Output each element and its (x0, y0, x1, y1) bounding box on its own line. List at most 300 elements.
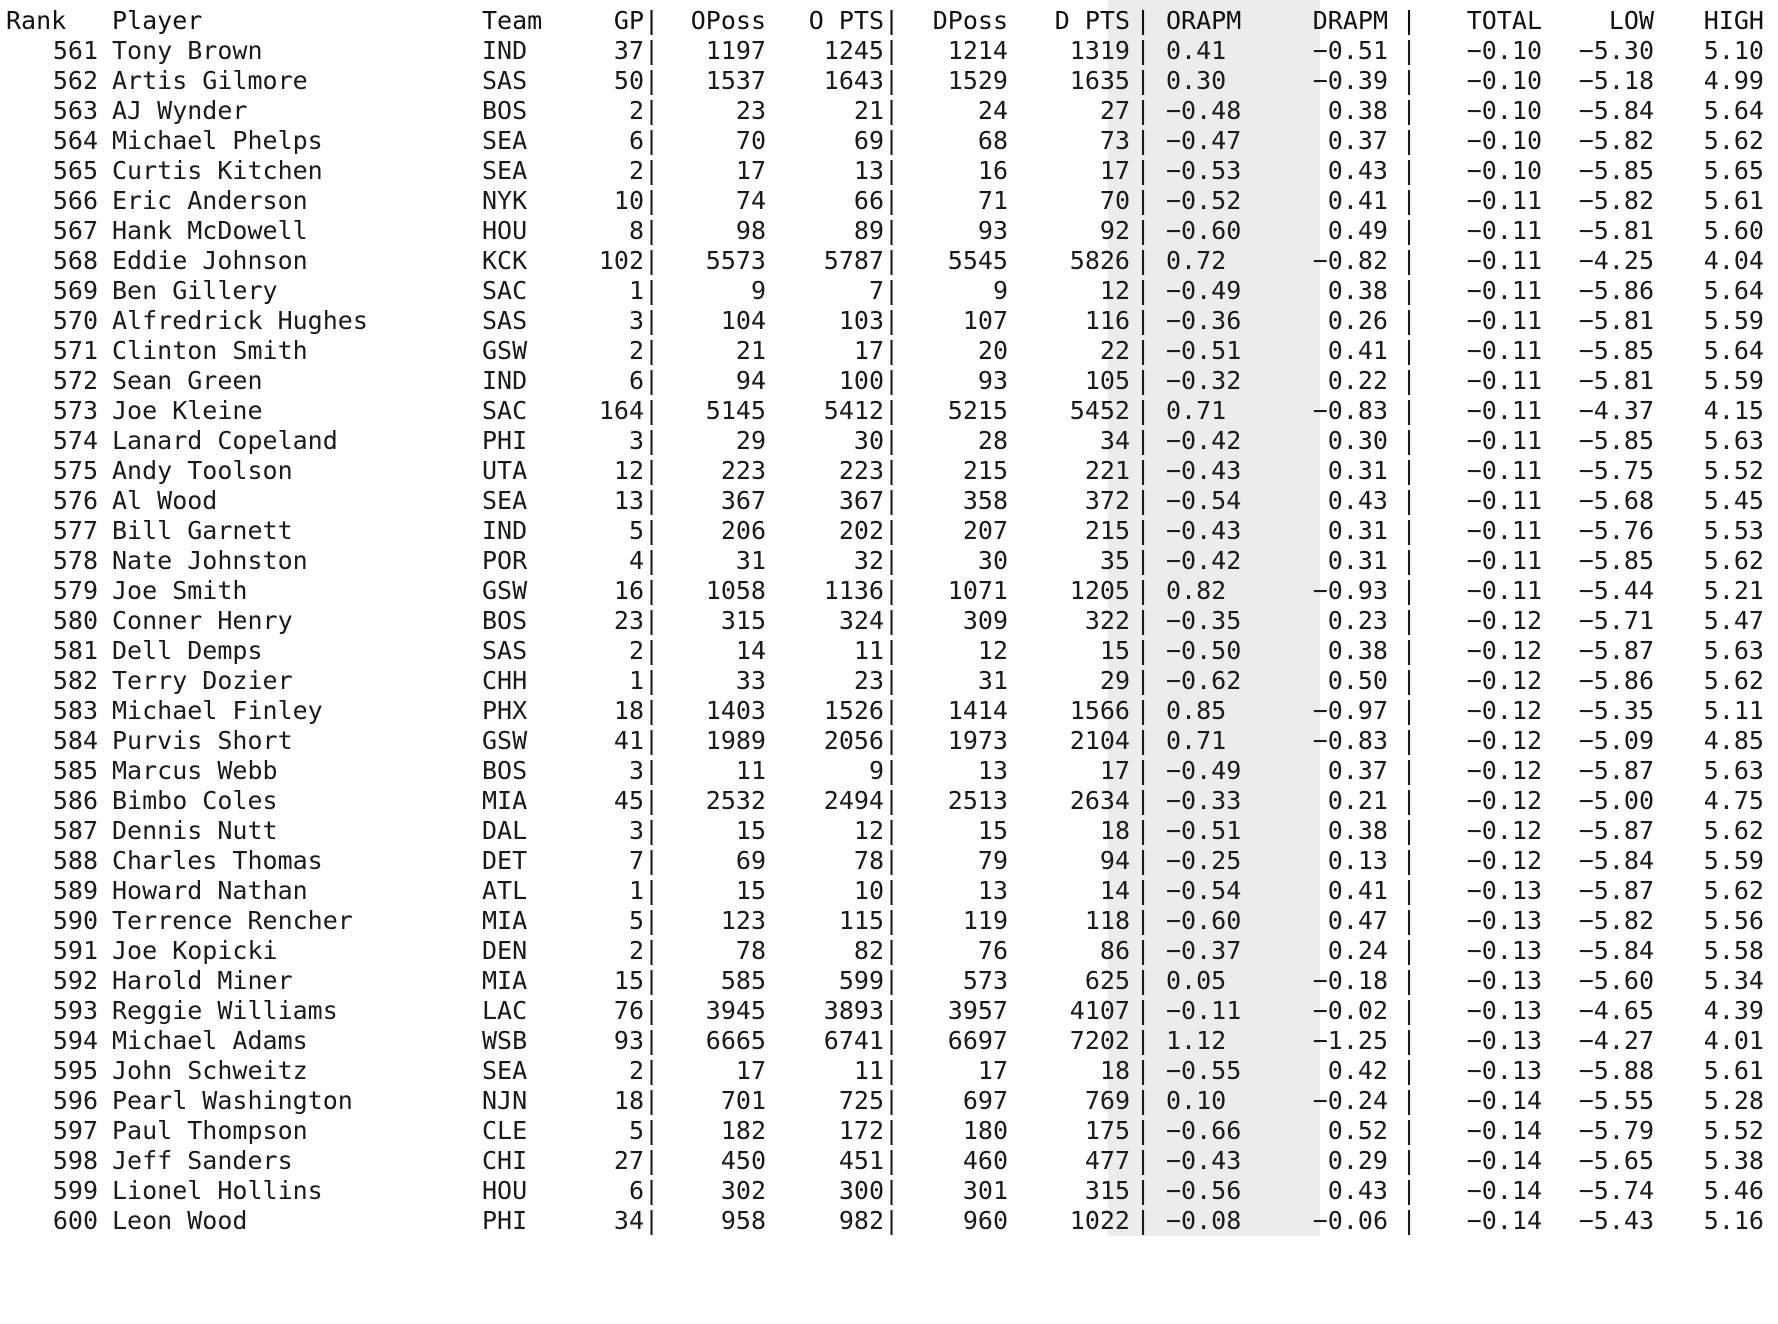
cell-low: −5.55 (1578, 1086, 1654, 1115)
cell-low: −5.84 (1578, 936, 1654, 965)
cell-dpts: 1022 (1069, 1206, 1130, 1235)
cell-opts: 5412 (823, 396, 884, 425)
table-row[interactable] (0, 936, 1778, 966)
cell-player: Howard Nathan (112, 876, 308, 905)
cell-divider-2: | (884, 1116, 900, 1145)
cell-divider-2: | (884, 336, 900, 365)
cell-oposs: 1197 (705, 36, 766, 65)
cell-orapm: −0.49 (1166, 756, 1242, 785)
table-row[interactable] (0, 336, 1778, 366)
cell-divider-3: | (1135, 1056, 1151, 1085)
cell-drapm: −0.82 (1312, 246, 1388, 275)
cell-drapm: 0.23 (1327, 606, 1388, 635)
cell-low: −5.82 (1578, 186, 1654, 215)
cell-dpts: 35 (1099, 546, 1130, 575)
cell-opts: 451 (838, 1146, 884, 1175)
cell-gp: 2 (628, 156, 644, 185)
table-body (0, 36, 1778, 1236)
cell-divider-4: | (1401, 1146, 1417, 1175)
cell-dpts: 1319 (1069, 36, 1130, 65)
cell-orapm: −0.53 (1166, 156, 1242, 185)
cell-total: −0.10 (1466, 126, 1542, 155)
cell-low: −5.81 (1578, 306, 1654, 335)
cell-divider-2: | (884, 516, 900, 545)
cell-oposs: 315 (720, 606, 766, 635)
cell-gp: 18 (613, 696, 644, 725)
cell-high: 5.10 (1703, 36, 1764, 65)
table-row[interactable] (0, 126, 1778, 156)
table-row[interactable] (0, 786, 1778, 816)
cell-drapm: 0.43 (1327, 156, 1388, 185)
table-row[interactable] (0, 426, 1778, 456)
cell-gp: 27 (613, 1146, 644, 1175)
table-row[interactable] (0, 1116, 1778, 1146)
header-total[interactable]: TOTAL (1466, 6, 1542, 35)
table-header (0, 6, 1778, 36)
cell-low: −5.85 (1578, 156, 1654, 185)
header-orapm[interactable]: ORAPM (1166, 6, 1242, 35)
cell-orapm: −0.37 (1166, 936, 1242, 965)
cell-divider-2: | (884, 276, 900, 305)
table-row[interactable] (0, 66, 1778, 96)
cell-orapm: −0.60 (1166, 906, 1242, 935)
cell-gp: 1 (628, 276, 644, 305)
cell-orapm: −0.08 (1166, 1206, 1242, 1235)
cell-player: Harold Miner (112, 966, 293, 995)
cell-orapm: −0.47 (1166, 126, 1242, 155)
cell-gp: 6 (628, 366, 644, 395)
cell-divider-1: | (644, 1176, 660, 1205)
cell-low: −5.75 (1578, 456, 1654, 485)
cell-oposs: 2532 (705, 786, 766, 815)
cell-divider-3: | (1135, 636, 1151, 665)
cell-team: IND (482, 36, 528, 65)
cell-team: GSW (482, 336, 528, 365)
cell-low: −5.82 (1578, 126, 1654, 155)
cell-divider-1: | (644, 66, 660, 95)
cell-oposs: 29 (735, 426, 766, 455)
table-row[interactable] (0, 816, 1778, 846)
cell-dpts: 1566 (1069, 696, 1130, 725)
cell-orapm: −0.25 (1166, 846, 1242, 875)
cell-team: GSW (482, 576, 528, 605)
cell-divider-4: | (1401, 216, 1417, 245)
cell-divider-1: | (644, 396, 660, 425)
header-row (0, 6, 1778, 36)
cell-divider-2: | (884, 696, 900, 725)
table-row[interactable] (0, 486, 1778, 516)
cell-divider-1: | (644, 1056, 660, 1085)
cell-opts: 89 (853, 216, 884, 245)
cell-divider-1: | (644, 96, 660, 125)
cell-rank: 588 (52, 846, 98, 875)
cell-divider-1: | (644, 1116, 660, 1145)
cell-orapm: −0.52 (1166, 186, 1242, 215)
cell-divider-2: | (884, 1146, 900, 1175)
cell-high: 5.47 (1703, 606, 1764, 635)
cell-divider-1: | (644, 1086, 660, 1115)
cell-divider-1: | (644, 546, 660, 575)
cell-player: Ben Gillery (112, 276, 278, 305)
cell-opts: 172 (838, 1116, 884, 1145)
cell-divider-2: | (884, 966, 900, 995)
cell-drapm: 0.31 (1327, 456, 1388, 485)
cell-rank: 595 (52, 1056, 98, 1085)
cell-player: Pearl Washington (112, 1086, 353, 1115)
cell-divider-1: | (644, 726, 660, 755)
cell-opts: 23 (853, 666, 884, 695)
cell-total: −0.13 (1466, 936, 1542, 965)
cell-opts: 32 (853, 546, 884, 575)
cell-team: SAC (482, 396, 528, 425)
cell-dpts: 18 (1099, 1056, 1130, 1085)
cell-gp: 76 (613, 996, 644, 1025)
header-dposs[interactable]: DPoss (932, 6, 1008, 35)
cell-orapm: 0.72 (1166, 246, 1227, 275)
table-row[interactable] (0, 996, 1778, 1026)
cell-opts: 1643 (823, 66, 884, 95)
cell-dpts: 1205 (1069, 576, 1130, 605)
cell-player: Conner Henry (112, 606, 293, 635)
cell-divider-1: | (644, 966, 660, 995)
cell-total: −0.11 (1466, 306, 1542, 335)
cell-low: −5.00 (1578, 786, 1654, 815)
cell-team: SAC (482, 276, 528, 305)
table-row[interactable] (0, 96, 1778, 126)
cell-team: PHI (482, 426, 528, 455)
cell-divider-2: | (884, 1056, 900, 1085)
cell-high: 5.11 (1703, 696, 1764, 725)
cell-drapm: −0.24 (1312, 1086, 1388, 1115)
table-row[interactable] (0, 606, 1778, 636)
cell-rank: 594 (52, 1026, 98, 1055)
cell-orapm: −0.36 (1166, 306, 1242, 335)
cell-total: −0.12 (1466, 756, 1542, 785)
cell-player: Joe Smith (112, 576, 248, 605)
cell-dposs: 6697 (947, 1026, 1008, 1055)
cell-opts: 10 (853, 876, 884, 905)
table-row[interactable] (0, 576, 1778, 606)
table-row[interactable] (0, 36, 1778, 66)
cell-team: SEA (482, 486, 528, 515)
cell-team: SAS (482, 306, 528, 335)
cell-drapm: 0.30 (1327, 426, 1388, 455)
cell-dpts: 92 (1099, 216, 1130, 245)
table-row[interactable] (0, 666, 1778, 696)
cell-team: DEN (482, 936, 528, 965)
cell-orapm: −0.66 (1166, 1116, 1242, 1145)
cell-orapm: −0.32 (1166, 366, 1242, 395)
cell-gp: 2 (628, 1056, 644, 1085)
cell-rank: 562 (52, 66, 98, 95)
cell-dposs: 309 (962, 606, 1008, 635)
cell-total: −0.14 (1466, 1086, 1542, 1115)
header-rank[interactable]: Rank (6, 6, 67, 35)
cell-rank: 580 (52, 606, 98, 635)
cell-oposs: 98 (735, 216, 766, 245)
cell-dposs: 1214 (947, 36, 1008, 65)
cell-rank: 569 (52, 276, 98, 305)
header-player[interactable]: Player (112, 6, 203, 35)
cell-divider-4: | (1401, 246, 1417, 275)
table-row[interactable] (0, 366, 1778, 396)
cell-high: 5.21 (1703, 576, 1764, 605)
cell-divider-3: | (1135, 36, 1151, 65)
cell-high: 4.15 (1703, 396, 1764, 425)
cell-dposs: 573 (962, 966, 1008, 995)
cell-divider-2: | (884, 666, 900, 695)
cell-divider-4: | (1401, 126, 1417, 155)
cell-dpts: 7202 (1069, 1026, 1130, 1055)
table-row[interactable] (0, 396, 1778, 426)
cell-divider-3: | (1135, 486, 1151, 515)
cell-divider-3: | (1135, 156, 1151, 185)
cell-divider-1: | (644, 816, 660, 845)
cell-low: −4.65 (1578, 996, 1654, 1025)
cell-gp: 3 (628, 816, 644, 845)
cell-gp: 7 (628, 846, 644, 875)
cell-low: −5.65 (1578, 1146, 1654, 1175)
cell-high: 4.85 (1703, 726, 1764, 755)
cell-divider-1: | (644, 606, 660, 635)
table-row[interactable] (0, 1056, 1778, 1086)
cell-high: 5.64 (1703, 96, 1764, 125)
cell-divider-4: | (1401, 1116, 1417, 1145)
cell-high: 5.63 (1703, 756, 1764, 785)
cell-oposs: 17 (735, 156, 766, 185)
cell-divider-3: | (1135, 96, 1151, 125)
cell-dpts: 477 (1084, 1146, 1130, 1175)
cell-divider-3: | (1135, 126, 1151, 155)
cell-total: −0.14 (1466, 1146, 1542, 1175)
player-stats-table (0, 6, 1778, 1236)
cell-opts: 115 (838, 906, 884, 935)
table-row[interactable] (0, 1086, 1778, 1116)
cell-total: −0.14 (1466, 1206, 1542, 1235)
cell-total: −0.13 (1466, 996, 1542, 1025)
cell-gp: 2 (628, 96, 644, 125)
header-oposs[interactable]: OPoss (690, 6, 766, 35)
table-row[interactable] (0, 156, 1778, 186)
cell-rank: 582 (52, 666, 98, 695)
cell-orapm: −0.43 (1166, 1146, 1242, 1175)
table-row[interactable] (0, 246, 1778, 276)
table-row[interactable] (0, 966, 1778, 996)
cell-dpts: 175 (1084, 1116, 1130, 1145)
table-row[interactable] (0, 846, 1778, 876)
table-row[interactable] (0, 1146, 1778, 1176)
cell-team: MIA (482, 786, 528, 815)
cell-player: Dell Demps (112, 636, 263, 665)
cell-team: BOS (482, 756, 528, 785)
cell-divider-2: | (884, 456, 900, 485)
cell-team: CHH (482, 666, 528, 695)
cell-drapm: 0.22 (1327, 366, 1388, 395)
cell-gp: 93 (613, 1026, 644, 1055)
cell-total: −0.11 (1466, 516, 1542, 545)
header-dpts[interactable]: D PTS (1054, 6, 1130, 35)
cell-orapm: −0.54 (1166, 876, 1242, 905)
table-row[interactable] (0, 456, 1778, 486)
cell-rank: 572 (52, 366, 98, 395)
cell-divider-1: | (644, 576, 660, 605)
cell-dposs: 93 (977, 216, 1008, 245)
table-row[interactable] (0, 1026, 1778, 1056)
cell-high: 4.04 (1703, 246, 1764, 275)
cell-rank: 597 (52, 1116, 98, 1145)
cell-oposs: 302 (720, 1176, 766, 1205)
cell-divider-4: | (1401, 666, 1417, 695)
cell-drapm: 0.21 (1327, 786, 1388, 815)
cell-dposs: 93 (977, 366, 1008, 395)
header-drapm[interactable]: DRAPM (1312, 6, 1388, 35)
table-row[interactable] (0, 306, 1778, 336)
cell-high: 5.62 (1703, 666, 1764, 695)
cell-divider-4: | (1401, 936, 1417, 965)
table-row[interactable] (0, 546, 1778, 576)
table-row[interactable] (0, 756, 1778, 786)
cell-oposs: 94 (735, 366, 766, 395)
cell-divider-3: | (1135, 996, 1151, 1025)
cell-high: 5.62 (1703, 126, 1764, 155)
cell-low: −4.37 (1578, 396, 1654, 425)
cell-total: −0.12 (1466, 726, 1542, 755)
cell-opts: 9 (868, 756, 884, 785)
cell-opts: 21 (853, 96, 884, 125)
cell-dposs: 5545 (947, 246, 1008, 275)
cell-divider-3: | (1135, 816, 1151, 845)
cell-high: 5.62 (1703, 816, 1764, 845)
cell-orapm: −0.50 (1166, 636, 1242, 665)
cell-divider-2: | (884, 936, 900, 965)
cell-total: −0.14 (1466, 1176, 1542, 1205)
cell-dpts: 14 (1099, 876, 1130, 905)
cell-team: HOU (482, 216, 528, 245)
cell-team: SAS (482, 636, 528, 665)
cell-divider-1: | (644, 846, 660, 875)
table-row[interactable] (0, 276, 1778, 306)
cell-dposs: 207 (962, 516, 1008, 545)
table-row[interactable] (0, 876, 1778, 906)
header-opts[interactable]: O PTS (808, 6, 884, 35)
cell-divider-3: | (1135, 336, 1151, 365)
table-row[interactable] (0, 186, 1778, 216)
cell-orapm: −0.43 (1166, 456, 1242, 485)
cell-opts: 30 (853, 426, 884, 455)
cell-oposs: 15 (735, 816, 766, 845)
cell-team: MIA (482, 966, 528, 995)
cell-drapm: 0.31 (1327, 516, 1388, 545)
header-high[interactable]: HIGH (1703, 6, 1764, 35)
table-row[interactable] (0, 696, 1778, 726)
cell-divider-1: | (644, 786, 660, 815)
cell-total: −0.10 (1466, 96, 1542, 125)
cell-dpts: 73 (1099, 126, 1130, 155)
cell-drapm: −0.83 (1312, 396, 1388, 425)
cell-dposs: 15 (977, 816, 1008, 845)
cell-divider-4: | (1401, 876, 1417, 905)
cell-orapm: −0.48 (1166, 96, 1242, 125)
cell-divider-3: | (1135, 186, 1151, 215)
cell-low: −5.71 (1578, 606, 1654, 635)
cell-opts: 2494 (823, 786, 884, 815)
cell-team: CLE (482, 1116, 528, 1145)
cell-dposs: 180 (962, 1116, 1008, 1145)
table-row[interactable] (0, 1176, 1778, 1206)
cell-opts: 5787 (823, 246, 884, 275)
cell-divider-4: | (1401, 1026, 1417, 1055)
cell-player: Terrence Rencher (112, 906, 353, 935)
table-row[interactable] (0, 516, 1778, 546)
cell-divider-2: | (884, 846, 900, 875)
cell-divider-3: | (1135, 276, 1151, 305)
cell-high: 5.16 (1703, 1206, 1764, 1235)
cell-player: Al Wood (112, 486, 218, 515)
cell-team: IND (482, 366, 528, 395)
cell-high: 5.63 (1703, 426, 1764, 455)
cell-divider-4: | (1401, 426, 1417, 455)
cell-total: −0.11 (1466, 546, 1542, 575)
cell-drapm: 0.43 (1327, 486, 1388, 515)
cell-high: 5.59 (1703, 846, 1764, 875)
header-gp[interactable]: GP (613, 6, 644, 35)
table-row[interactable] (0, 906, 1778, 936)
cell-dpts: 22 (1099, 336, 1130, 365)
cell-divider-3: | (1135, 1086, 1151, 1115)
cell-total: −0.11 (1466, 576, 1542, 605)
cell-player: Nate Johnston (112, 546, 308, 575)
table-row[interactable] (0, 636, 1778, 666)
cell-drapm: 0.41 (1327, 186, 1388, 215)
cell-dpts: 118 (1084, 906, 1130, 935)
cell-low: −5.84 (1578, 846, 1654, 875)
table-row[interactable] (0, 726, 1778, 756)
table-row[interactable] (0, 216, 1778, 246)
header-team[interactable]: Team (482, 6, 543, 35)
cell-oposs: 31 (735, 546, 766, 575)
cell-player: Lanard Copeland (112, 426, 338, 455)
cell-gp: 18 (613, 1086, 644, 1115)
header-low[interactable]: LOW (1608, 6, 1654, 35)
cell-total: −0.11 (1466, 486, 1542, 515)
cell-player: Michael Adams (112, 1026, 308, 1055)
cell-divider-3: | (1135, 456, 1151, 485)
cell-divider-2: | (884, 816, 900, 845)
cell-dposs: 460 (962, 1146, 1008, 1175)
cell-team: MIA (482, 906, 528, 935)
cell-divider-1: | (644, 366, 660, 395)
cell-total: −0.12 (1466, 816, 1542, 845)
cell-gp: 102 (598, 246, 644, 275)
cell-high: 5.63 (1703, 636, 1764, 665)
cell-gp: 10 (613, 186, 644, 215)
cell-orapm: −0.11 (1166, 996, 1242, 1025)
cell-gp: 41 (613, 726, 644, 755)
cell-gp: 4 (628, 546, 644, 575)
cell-total: −0.12 (1466, 696, 1542, 725)
table-row[interactable] (0, 1206, 1778, 1236)
cell-divider-4: | (1401, 606, 1417, 635)
cell-dpts: 27 (1099, 96, 1130, 125)
cell-player: Jeff Sanders (112, 1146, 293, 1175)
cell-rank: 584 (52, 726, 98, 755)
cell-team: PHX (482, 696, 528, 725)
cell-total: −0.12 (1466, 786, 1542, 815)
cell-oposs: 958 (720, 1206, 766, 1235)
cell-player: Dennis Nutt (112, 816, 278, 845)
cell-low: −5.09 (1578, 726, 1654, 755)
cell-dposs: 960 (962, 1206, 1008, 1235)
